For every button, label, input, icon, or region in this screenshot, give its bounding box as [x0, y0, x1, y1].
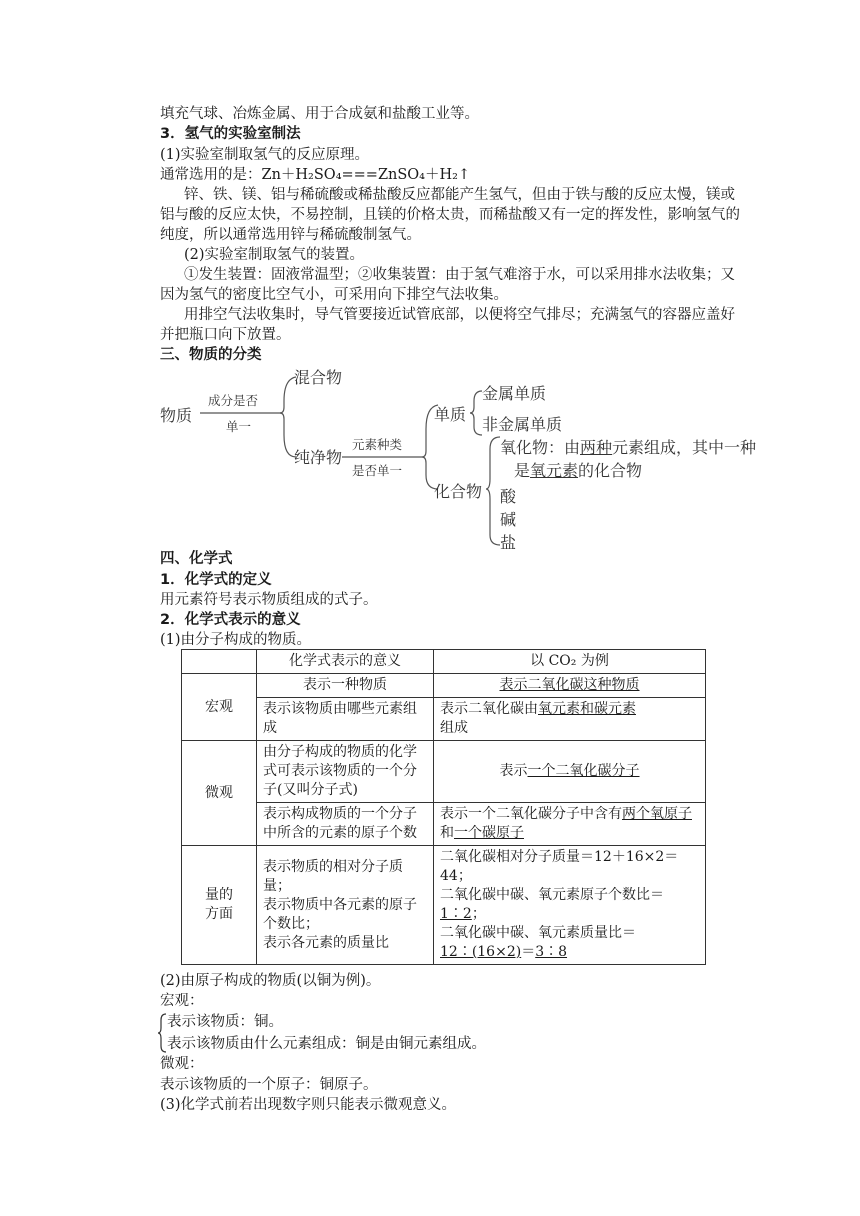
heading-chemical-formula: 四、化学式	[160, 551, 233, 567]
table-cell: 表示二氧化碳这种物质	[434, 674, 706, 698]
table-cell: 表示一个二氧化碳分子中含有两个氧原子和一个碳原子	[434, 803, 706, 846]
paragraph-molecular: (1)由分子构成的物质。	[160, 632, 312, 648]
row-label-quantity: 量的 方面	[182, 846, 257, 965]
paragraph-collection-1: ①发生装置：固液常温型；②收集装置：由于氢气难溶于水，可以采用排水法收集；又	[184, 267, 735, 283]
paragraph-collection-2: 因为氢气的密度比空气小，可采用向下排空气法收集。	[160, 287, 508, 303]
paragraph-definition: 用元素符号表示物质组成的式子。	[160, 592, 378, 608]
node-element: 单质	[434, 405, 467, 424]
heading-hydrogen-lab: 3．氢气的实验室制法	[160, 126, 301, 142]
table-row	[182, 674, 706, 698]
node-substance: 物质	[160, 406, 193, 425]
table-header-example: 以 CO₂ 为例	[434, 650, 706, 674]
label-macro: 宏观：	[160, 993, 204, 1009]
table-cell: 二氧化碳相对分子质量＝12＋16×2＝44； 二氧化碳中碳、氧元素原子个数比＝1∶2； 二氧化碳中碳、氧元素质量比＝12∶(16×2)＝3∶8	[434, 846, 706, 965]
paragraph-principle: (1)实验室制取氢气的反应原理。	[160, 147, 370, 163]
paragraph-metals-2: 铝与酸的反应太快，不易控制，且镁的价格太贵，而稀盐酸又有一定的挥发性，影响氢气的	[160, 207, 740, 223]
table-row	[182, 741, 706, 803]
node-mixture: 混合物	[294, 368, 343, 387]
table-cell: 表示构成物质的一个分子中所含的元素的原子个数	[257, 803, 434, 846]
paragraph-uses: 填充气球、冶炼金属、用于合成氨和盐酸工业等。	[160, 106, 479, 122]
table-row	[182, 698, 706, 741]
cond-composition-top: 成分是否	[208, 393, 259, 408]
equation-line: 通常选用的是：Zn＋H₂SO₄===ZnSO₄＋H₂↑	[160, 167, 471, 183]
paragraph-note: (3)化学式前若出现数字则只能表示微观意义。	[160, 1097, 457, 1113]
table-row	[182, 803, 706, 846]
heading-definition: 1．化学式的定义	[160, 572, 272, 588]
macro-item-2: 表示该物质由什么元素组成：铜是由铜元素组成。	[167, 1036, 486, 1052]
heading-classification: 三、物质的分类	[160, 347, 262, 363]
table-cell: 表示二氧化碳由氧元素和碳元素 组成	[434, 698, 706, 741]
label-micro: 微观：	[160, 1056, 204, 1072]
node-base: 碱	[500, 510, 517, 529]
micro-item-1: 表示该物质的一个原子：铜原子。	[160, 1077, 378, 1093]
table-cell: 表示一个二氧化碳分子	[434, 741, 706, 803]
table-header-row	[182, 650, 706, 674]
heading-meaning: 2．化学式表示的意义	[160, 612, 301, 628]
paragraph-apparatus: (2)实验室制取氢气的装置。	[184, 247, 365, 263]
paragraph-air-2: 并把瓶口向下放置。	[160, 327, 291, 343]
row-label-micro: 微观	[182, 741, 257, 846]
cond-composition-bottom: 单一	[226, 419, 252, 434]
node-nonmetal-element: 非金属单质	[482, 415, 563, 434]
cond-element-bottom: 是否单一	[352, 463, 403, 478]
node-oxide: 氧化物：由两种元素组成，其中一种	[500, 438, 757, 457]
classification-diagram	[160, 357, 780, 557]
node-pure-substance: 纯净物	[294, 448, 343, 467]
node-metal-element: 金属单质	[482, 384, 547, 403]
macro-item-1: 表示该物质：铜。	[167, 1014, 283, 1030]
table-header-meaning: 化学式表示的意义	[257, 650, 434, 674]
row-label-macro: 宏观	[182, 674, 257, 741]
paragraph-metals-3: 纯度，所以通常选用锌与稀硫酸制氢气。	[160, 227, 421, 243]
node-salt: 盐	[500, 533, 517, 552]
meaning-table	[181, 649, 706, 965]
table-cell: 表示物质的相对分子质量； 表示物质中各元素的原子个数比； 表示各元素的质量比	[257, 846, 434, 965]
cond-element-top: 元素种类	[352, 437, 403, 452]
paragraph-metals-1: 锌、铁、镁、铝与稀硫酸或稀盐酸反应都能产生氢气，但由于铁与酸的反应太慢，镁或	[184, 187, 735, 203]
table-row	[182, 846, 706, 965]
node-compound: 化合物	[434, 482, 483, 501]
node-acid: 酸	[500, 487, 517, 506]
table-cell: 表示该物质由哪些元素组成	[257, 698, 434, 741]
paragraph-atomic: (2)由原子构成的物质(以铜为例)。	[160, 973, 381, 989]
table-cell: 表示一种物质	[257, 674, 434, 698]
table-cell: 由分子构成的物质的化学式可表示该物质的一个分子(又叫分子式)	[257, 741, 434, 803]
node-oxide-definition: 是氧元素的化合物	[514, 461, 643, 480]
paragraph-air-1: 用排空气法收集时，导气管要接近试管底部，以便将空气排尽；充满氢气的容器应盖好	[184, 307, 735, 323]
